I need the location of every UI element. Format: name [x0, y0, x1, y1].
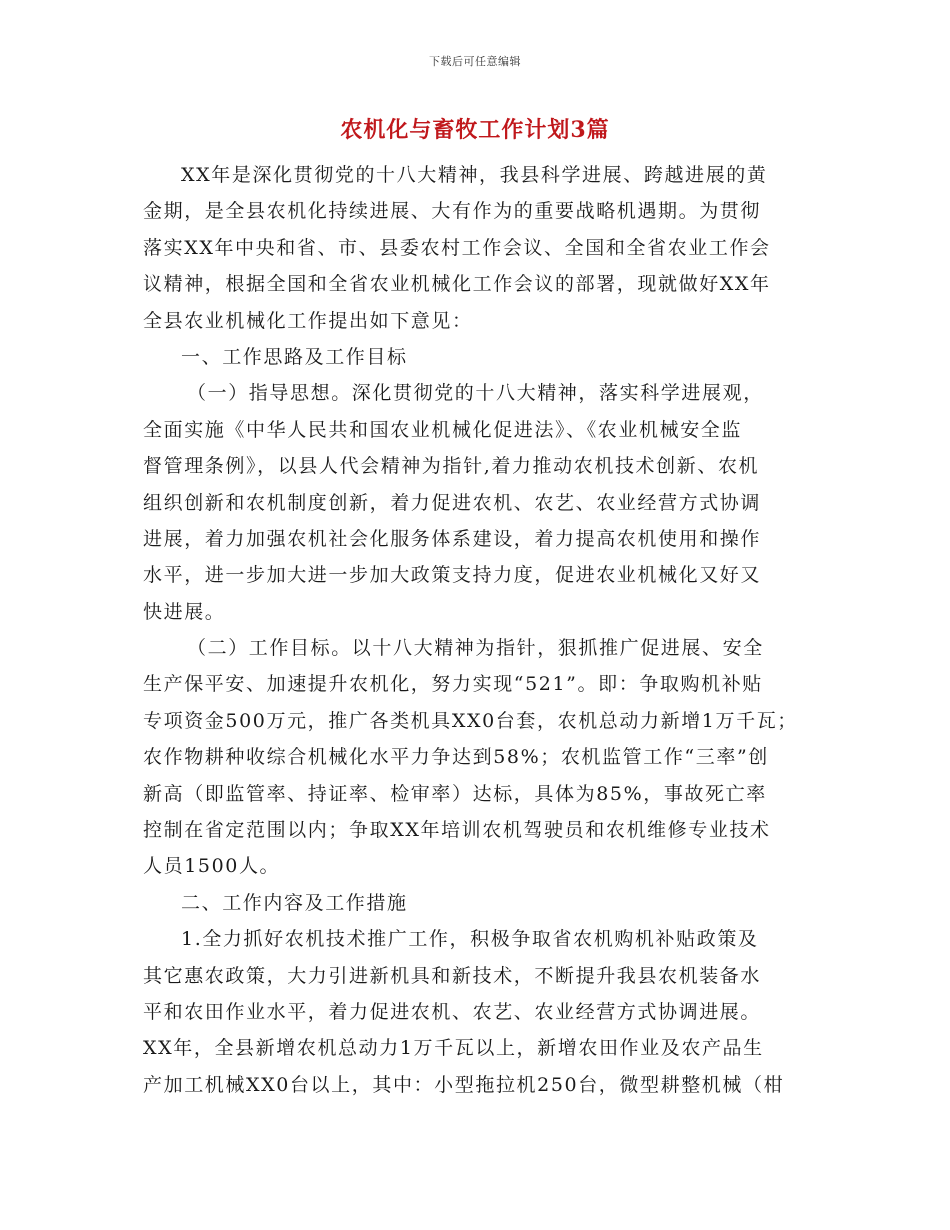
paragraph-line: 督管理条例》，以县人代会精神为指针,着力推动农机技术创新、农机 [143, 455, 760, 478]
paragraph-line: 控制在省定范围以内；争取XX年培训农机驾驶员和农机维修专业技术 [143, 819, 771, 842]
paragraph-line: 快进展。 [143, 600, 226, 623]
paragraph-line: （二）工作目标。以十八大精神为指针，狠抓推广促进展、安全 [187, 637, 764, 660]
paragraph-line: 全县农业机械化工作提出如下意见： [143, 309, 473, 332]
section-heading: 一、工作思路及工作目标 [181, 345, 408, 368]
paragraph-line: 落实XX年中央和省、市、县委农村工作会议、全国和全省农业工作会 [143, 236, 771, 259]
header-note: 下载后可任意编辑 [429, 55, 521, 68]
paragraph-line: 平和农田作业水平，着力促进农机、农艺、农业经营方式协调进展。 [143, 1000, 762, 1023]
paragraph-line: （一）指导思想。深化贯彻党的十八大精神，落实科学进展观， [187, 382, 764, 405]
paragraph-line: 人员1500人。 [143, 855, 281, 878]
section-heading: 二、工作内容及工作措施 [181, 891, 408, 914]
paragraph-line: 金期，是全县农机化持续进展、大有作为的重要战略机遇期。为贯彻 [143, 200, 762, 223]
paragraph-line: 组织创新和农机制度创新，着力促进农机、农艺、农业经营方式协调 [143, 491, 762, 514]
paragraph-line: 新高（即监管率、持证率、检审率）达标，具体为85%，事故死亡率 [143, 782, 767, 805]
paragraph-line: 议精神，根据全国和全省农业机械化工作会议的部署，现就做好XX年 [143, 273, 771, 296]
paragraph-line: 全面实施《中华人民共和国农业机械化促进法》、《农业机械安全监 [143, 418, 743, 441]
paragraph-line: 专项资金500万元，推广各类机具XX0台套，农机总动力新增1万千瓦； [143, 709, 798, 732]
paragraph-line: 其它惠农政策，大力引进新机具和新技术，不断提升我县农机装备水 [143, 964, 762, 987]
document-title: 农机化与畜牧工作计划3篇 [340, 117, 610, 143]
paragraph-line: 水平，进一步加大进一步加大政策支持力度，促进农业机械化又好又 [143, 564, 762, 587]
paragraph-line: 农作物耕种收综合机械化水平力争达到58%；农机监管工作“三率”创 [143, 746, 769, 769]
paragraph-line: XX年是深化贯彻党的十八大精神，我县科学进展、跨越进展的黄 [181, 164, 768, 186]
paragraph-line: 生产保平安、加速提升农机化，努力实现“521”。即：争取购机补贴 [143, 673, 763, 696]
paragraph-line: 产加工机械XX0台以上，其中：小型拖拉机250台，微型耕整机械（柑 [143, 1073, 785, 1096]
document-body [143, 157, 823, 1103]
paragraph-line: XX年，全县新增农机总动力1万千瓦以上，新增农田作业及农产品生 [143, 1037, 764, 1060]
paragraph-line: 进展，着力加强农机社会化服务体系建设，着力提高农机使用和操作 [143, 527, 762, 550]
paragraph-line: 1.全力抓好农机技术推广工作，积极争取省农机购机补贴政策及 [181, 928, 759, 951]
